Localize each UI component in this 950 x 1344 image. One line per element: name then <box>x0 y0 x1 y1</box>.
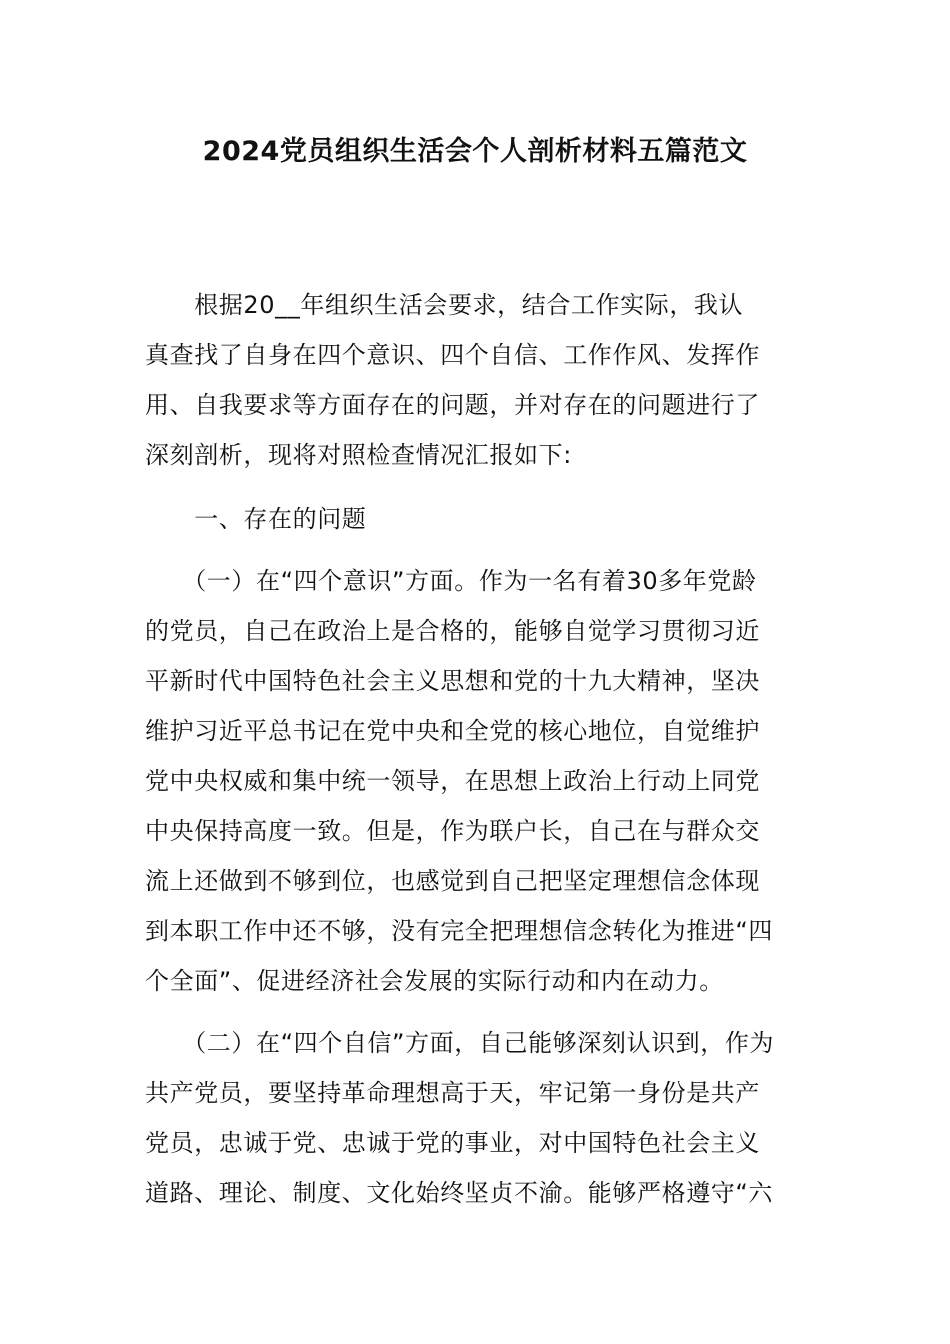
heading-text: 一、存在的问题 <box>145 505 367 533</box>
intro-paragraph <box>145 280 805 480</box>
paragraph-line: （二）在“四个自信”方面，自己能够深刻认识到，作为 <box>145 1029 775 1057</box>
paragraph-line: 共产党员，要坚持革命理想高于天，牢记第一身份是共产 <box>145 1079 760 1107</box>
section-1-paragraph <box>145 556 805 1006</box>
paragraph-line: 党中央权威和集中统一领导，在思想上政治上行动上同党 <box>145 767 760 795</box>
document-title: 2024党员组织生活会个人剖析材料五篇范文 <box>202 136 748 167</box>
paragraph-line: 个全面”、促进经济社会发展的实际行动和内在动力。 <box>145 967 724 995</box>
paragraph-line: （一）在“四个意识”方面。作为一名有着30多年党龄 <box>145 567 757 595</box>
paragraph-line: 中央保持高度一致。但是，作为联户长，自己在与群众交 <box>145 817 760 845</box>
paragraph-line: 到本职工作中还不够，没有完全把理想信念转化为推进“四 <box>145 917 774 945</box>
section-2-paragraph <box>145 1018 805 1218</box>
paragraph-line: 流上还做到不够到位，也感觉到自己把坚定理想信念体现 <box>145 867 760 895</box>
paragraph-line: 深刻剖析，现将对照检查情况汇报如下: <box>145 441 572 469</box>
section-heading <box>145 494 805 544</box>
paragraph-line: 的党员，自己在政治上是合格的，能够自觉学习贯彻习近 <box>145 617 760 645</box>
paragraph-line: 维护习近平总书记在党中央和全党的核心地位，自觉维护 <box>145 717 760 745</box>
paragraph-line: 平新时代中国特色社会主义思想和党的十九大精神，坚决 <box>145 667 760 695</box>
paragraph-line: 道路、理论、制度、文化始终坚贞不渝。能够严格遵守“六 <box>145 1179 774 1207</box>
paragraph-line: 根据20__年组织生活会要求，结合工作实际，我认 <box>145 291 744 319</box>
paragraph-line: 党员，忠诚于党、忠诚于党的事业，对中国特色社会主义 <box>145 1129 760 1157</box>
paragraph-line: 真查找了自身在四个意识、四个自信、工作作风、发挥作 <box>145 341 760 369</box>
paragraph-line: 用、自我要求等方面存在的问题，并对存在的问题进行了 <box>145 391 760 419</box>
